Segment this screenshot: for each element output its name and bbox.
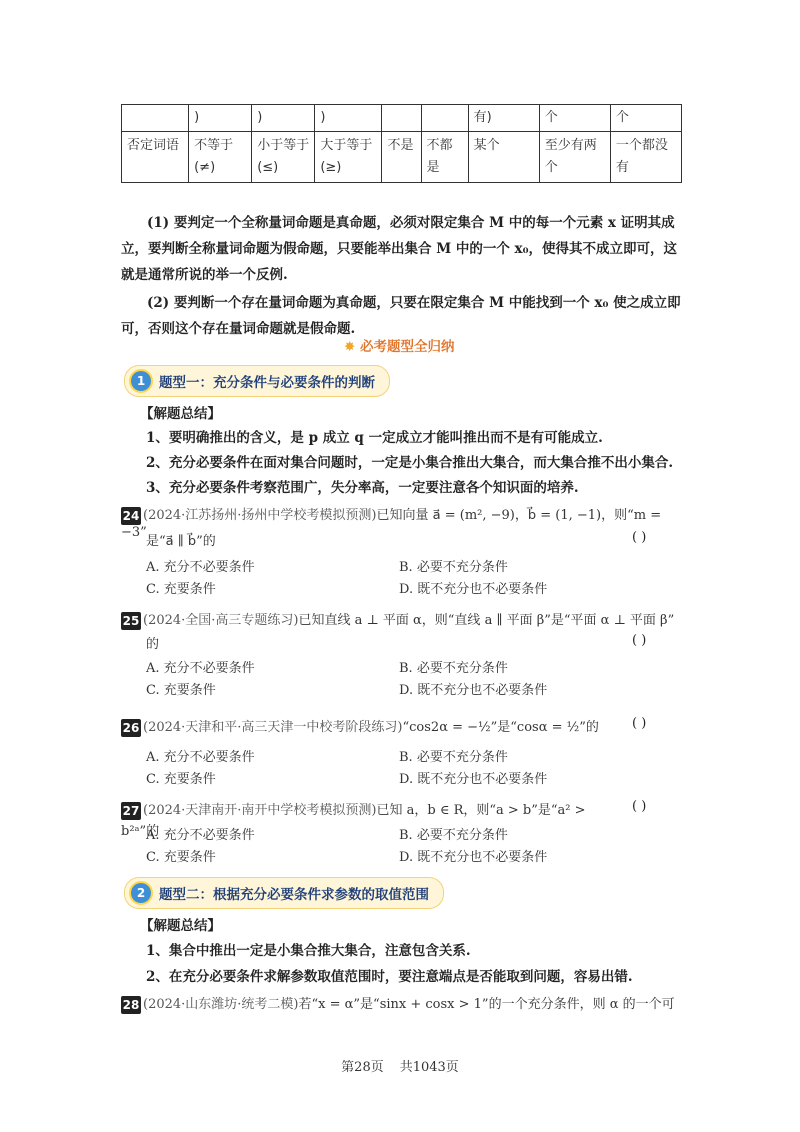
option-b: B. 必要不充分条件	[399, 828, 508, 843]
table-cell: 不是	[382, 132, 421, 183]
option-a: A. 充分不必要条件	[146, 828, 255, 843]
question-number: 26	[122, 720, 140, 735]
option-c: C. 充要条件	[146, 582, 216, 597]
question-number: 24	[122, 508, 140, 523]
question-number: 28	[122, 997, 140, 1012]
question-source: (2024·天津和平·高三天津一中校考阶段练习)	[143, 720, 403, 735]
table-cell: )	[189, 105, 252, 132]
option-a: A. 充分不必要条件	[146, 560, 255, 575]
question-28	[121, 993, 681, 1014]
option-b: B. 必要不充分条件	[399, 661, 508, 676]
question-number: 25	[122, 613, 140, 628]
answer-paren: ( )	[632, 716, 647, 731]
table-cell: 小于等于(≤)	[252, 132, 315, 183]
page-total: 共1043页	[399, 1060, 459, 1075]
question-text: 已知向量 a⃗ = (m², −9)，b⃗ = (1, −1)，则“m = −3”	[121, 508, 662, 540]
question-text: 已知直线 a ⊥ 平面 α，则“直线 a ∥ 平面 β”是“平面 α ⊥ 平面 β”	[298, 613, 675, 628]
table-cell	[421, 105, 468, 132]
question-text-cont: 的	[146, 637, 160, 652]
table-cell: 不等于(≠)	[189, 132, 252, 183]
table-cell: 一个都没有	[610, 132, 681, 183]
type1-title: 题型一：充分条件与必要条件的判断	[159, 375, 375, 391]
section-title: ✸ 必考题型全归纳	[344, 339, 455, 355]
option-c: C. 充要条件	[146, 850, 216, 865]
lightbulb-icon: ✸	[344, 339, 356, 355]
type2-banner	[124, 877, 444, 909]
table-row	[122, 105, 682, 132]
question-source: (2024·天津南开·南开中学校考模拟预测)	[143, 803, 377, 818]
question-source: (2024·全国·高三专题练习)	[143, 613, 299, 628]
question-text: 若“x = α”是“sinx + cosx > 1”的一个充分条件，则 α 的一个可	[298, 997, 675, 1012]
option-c: C. 充要条件	[146, 683, 216, 698]
summary-line: 1、集合中推出一定是小集合推大集合，注意包含关系.	[146, 943, 471, 959]
answer-paren: ( )	[632, 799, 647, 814]
option-d: D. 既不充分也不必要条件	[399, 683, 548, 698]
table-cell	[382, 105, 421, 132]
table-cell: 有)	[468, 105, 539, 132]
table-cell	[122, 105, 189, 132]
paragraph-existential: (2) 要判断一个存在量词命题为真命题，只要在限定集合 M 中能找到一个 x₀ 使之成立即可，否则这个存在量词命题就是假命题.	[121, 295, 681, 337]
table-cell: 不都是	[421, 132, 468, 183]
quantifier-table	[121, 104, 682, 183]
option-d: D. 既不充分也不必要条件	[399, 582, 548, 597]
table-cell: 至少有两个	[539, 132, 610, 183]
table-row	[122, 132, 682, 183]
answer-paren: ( )	[632, 530, 647, 545]
option-a: A. 充分不必要条件	[146, 750, 255, 765]
page-number: 第28页	[341, 1060, 384, 1075]
table-cell: 否定词语	[122, 132, 189, 183]
paragraph-universal: (1) 要判定一个全称量词命题是真命题，必须对限定集合 M 中的每一个元素 x 证明其成立，要判断全称量词命题为假命题，只要能举出集合 M 中的一个 x₀，使得其不成立即可，这就是通常所说的举一个反例.	[121, 215, 678, 283]
type2-number-badge: 2	[131, 883, 151, 903]
option-d: D. 既不充分也不必要条件	[399, 772, 548, 787]
question-25	[121, 609, 681, 630]
option-d: D. 既不充分也不必要条件	[399, 850, 548, 865]
summary-heading: 【解题总结】	[140, 406, 221, 422]
option-c: C. 充要条件	[146, 772, 216, 787]
type1-number-badge: 1	[131, 371, 151, 391]
table-cell: 大于等于(≥)	[315, 132, 382, 183]
question-source: (2024·江苏扬州·扬州中学校考模拟预测)	[143, 508, 377, 523]
summary-heading: 【解题总结】	[140, 918, 221, 934]
question-text-cont: 是“a⃗ ∥ b⃗”的	[146, 534, 216, 549]
summary-line: 3、充分必要条件考察范围广，失分率高，一定要注意各个知识面的培养.	[146, 480, 579, 496]
summary-line: 2、充分必要条件在面对集合问题时，一定是小集合推出大集合，而大集合推不出小集合.	[146, 455, 674, 471]
option-b: B. 必要不充分条件	[399, 750, 508, 765]
question-text: 已知 a，b ∈ R，则“a > b”是“a² > b²ᵃ”的	[121, 803, 586, 839]
type1-banner	[124, 365, 390, 397]
table-cell: 个	[539, 105, 610, 132]
option-b: B. 必要不充分条件	[399, 560, 508, 575]
question-source: (2024·山东潍坊·统考二模)	[143, 997, 299, 1012]
answer-paren: ( )	[632, 633, 647, 648]
option-a: A. 充分不必要条件	[146, 661, 255, 676]
question-26	[121, 716, 621, 737]
page-footer	[0, 1056, 800, 1075]
question-number: 27	[122, 803, 140, 818]
type2-title: 题型二：根据充分必要条件求参数的取值范围	[159, 887, 429, 903]
table-cell: )	[315, 105, 382, 132]
summary-line: 1、要明确推出的含义，是 p 成立 q 一定成立才能叫推出而不是有可能成立.	[146, 430, 603, 446]
table-cell: 某个	[468, 132, 539, 183]
table-cell: )	[252, 105, 315, 132]
summary-line: 2、在充分必要条件求解参数取值范围时，要注意端点是否能取到问题，容易出错.	[146, 969, 633, 985]
question-text: “cos2α = −½”是“cosα = ½”的	[402, 720, 599, 735]
table-cell: 个	[610, 105, 681, 132]
